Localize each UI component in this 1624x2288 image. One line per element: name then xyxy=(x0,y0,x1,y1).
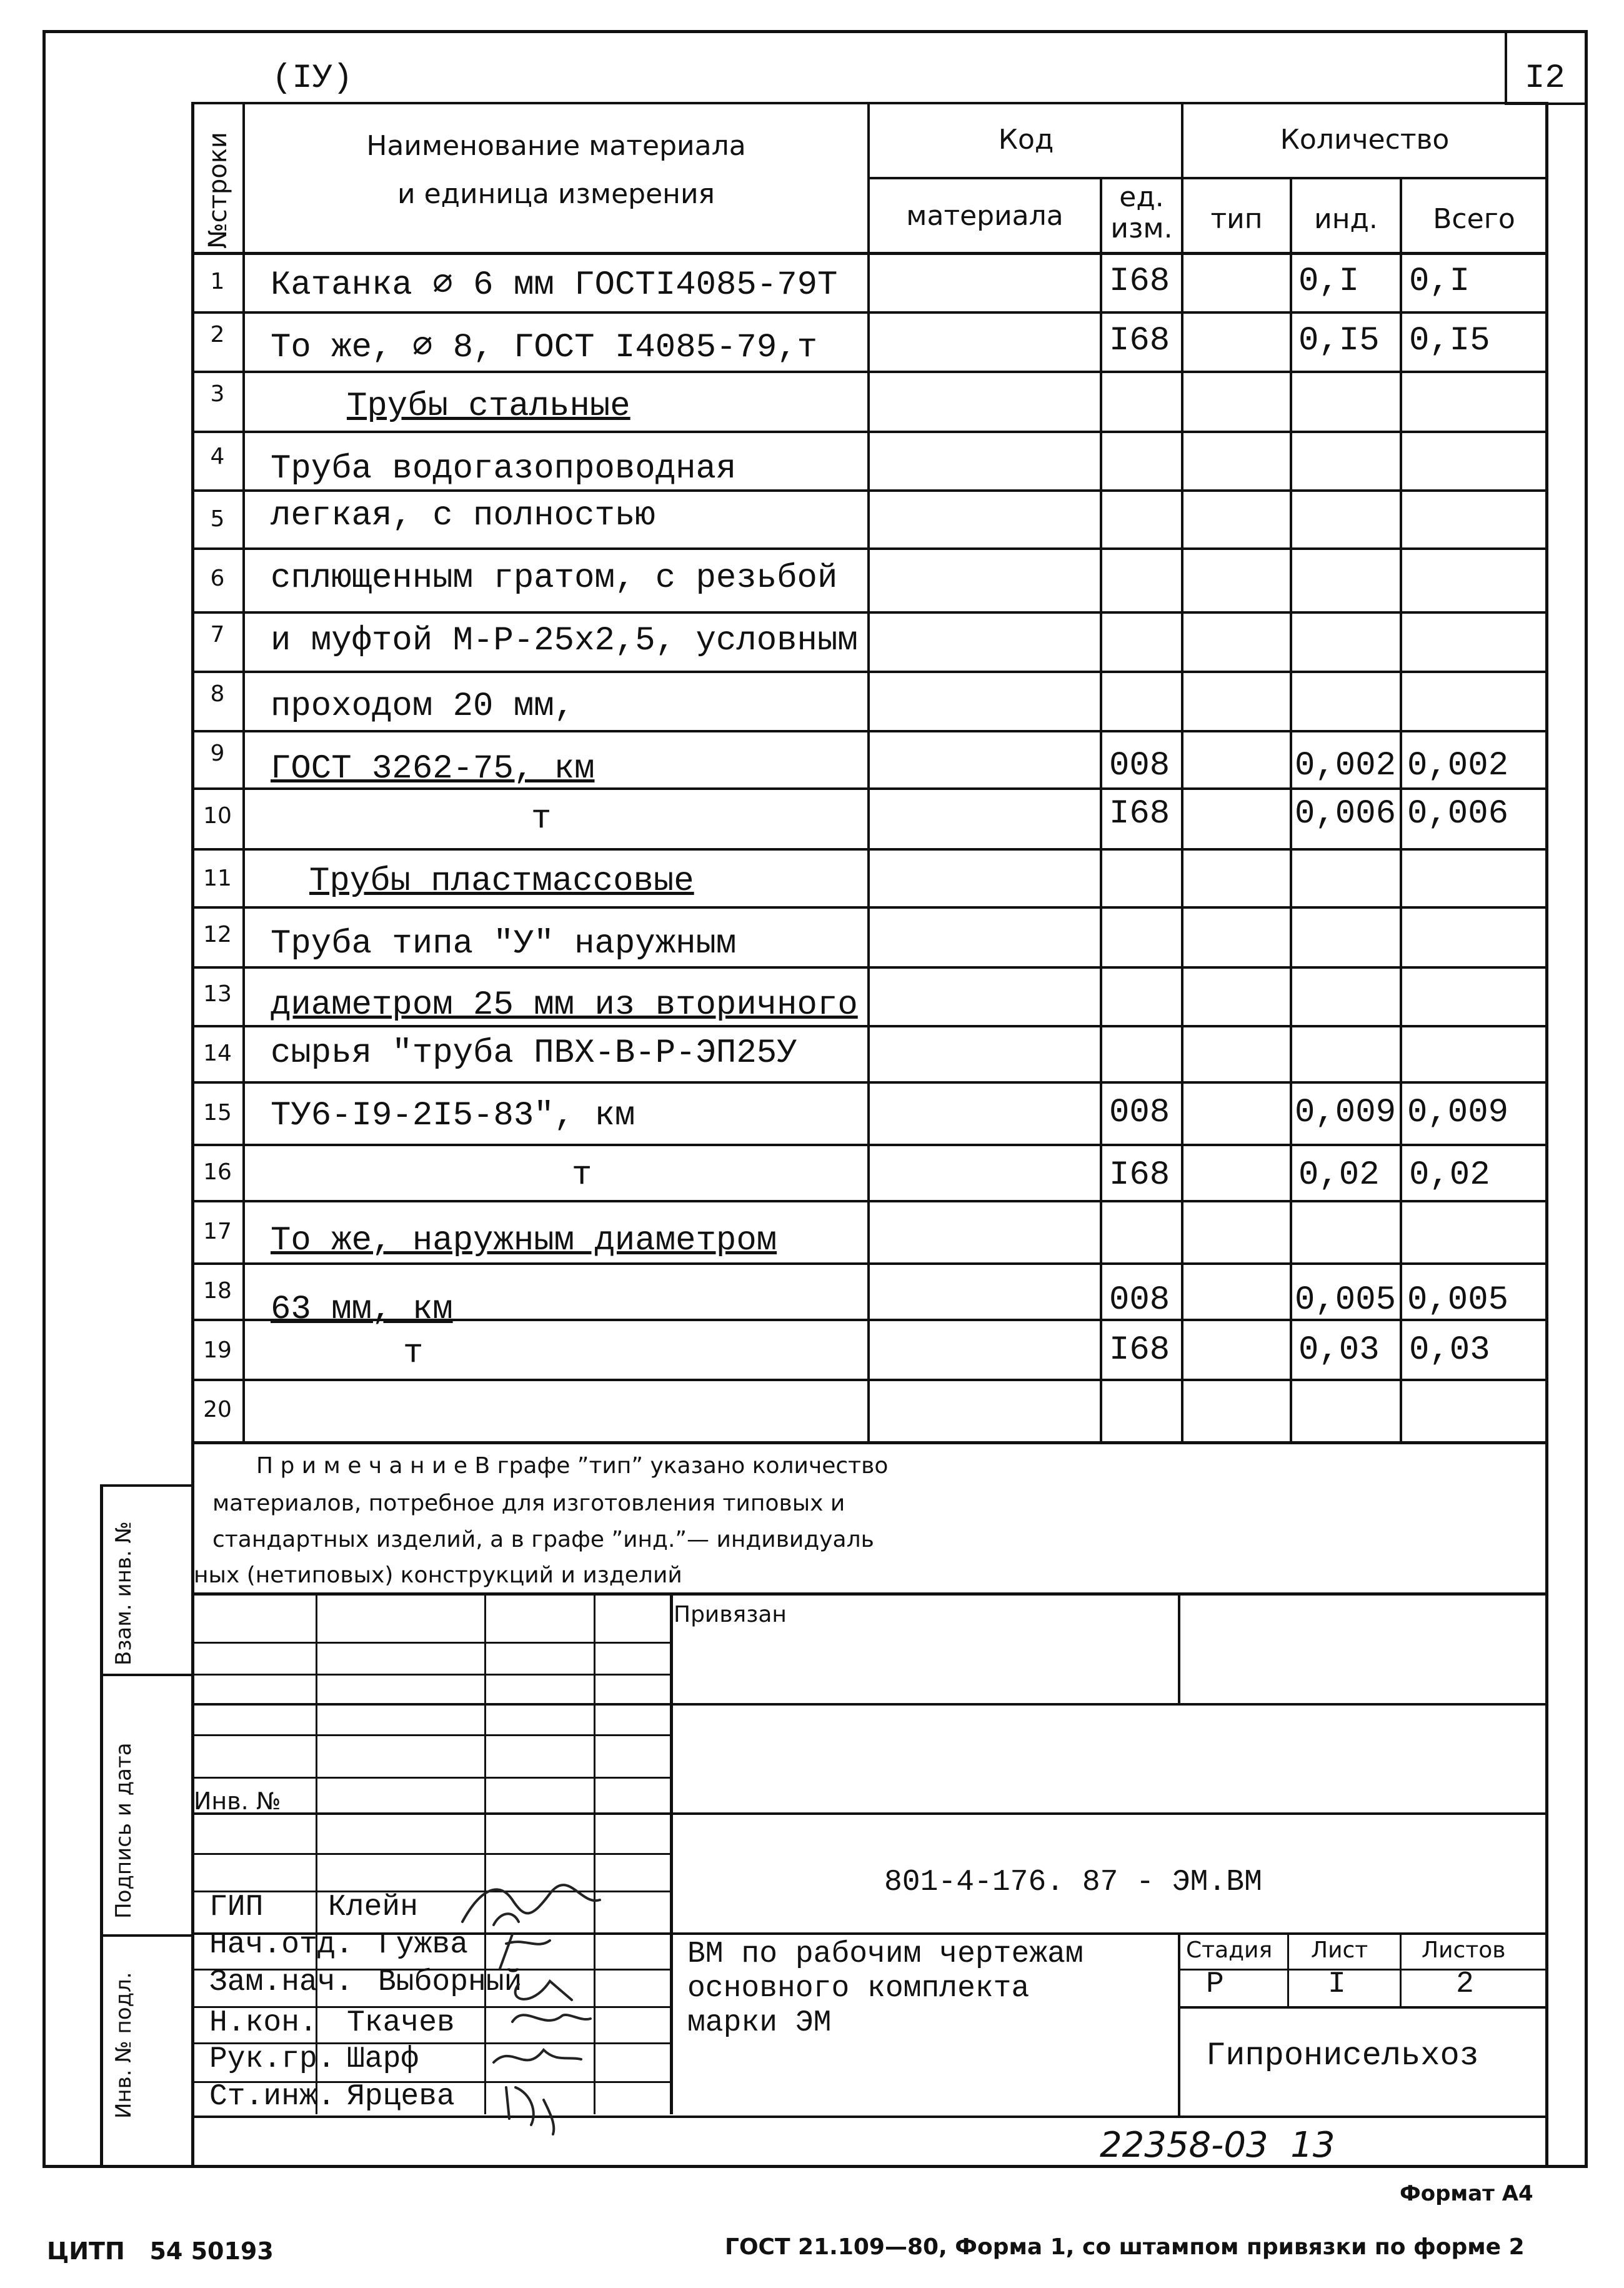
row-number: 8 xyxy=(210,681,225,707)
unit-code: I68 xyxy=(1109,1331,1170,1369)
unit-code: 008 xyxy=(1109,1281,1170,1319)
row-number: 3 xyxy=(210,381,225,407)
title-line: марки ЭМ xyxy=(687,2006,832,2040)
row-number: 9 xyxy=(210,741,225,766)
row-name: сырья "труба ПВХ-В-Р-ЭП25У xyxy=(271,1034,797,1072)
section-heading: Трубы пластмассовые xyxy=(309,862,694,901)
row-name: То же, ∅ 8, ГОСТ I4085-79,т xyxy=(271,329,818,367)
organization-name: Гипронисельхоз xyxy=(1206,2037,1479,2074)
unit-code: I68 xyxy=(1109,795,1170,833)
row-number: 20 xyxy=(203,1397,232,1422)
title-line: ВМ по рабочим чертежам xyxy=(687,1937,1083,1971)
col-header-code-material: материала xyxy=(906,200,1064,232)
side-label-inv-podl: Инв. № подл. xyxy=(111,1972,136,2119)
section-mark: (IУ) xyxy=(272,59,353,97)
qty-ind: 0,I5 xyxy=(1298,322,1380,360)
label-sheets: Листов xyxy=(1422,1937,1506,1963)
col-header-name-1: Наименование материала xyxy=(366,130,746,162)
stage-value: Р xyxy=(1206,1967,1224,2001)
unit-code: I68 xyxy=(1109,322,1170,360)
row-number: 2 xyxy=(210,322,225,347)
person-name: Шарф xyxy=(347,2042,419,2076)
format-label: Формат А4 xyxy=(1400,2181,1533,2206)
person-role: Рук.гр. xyxy=(209,2042,336,2076)
qty-ind: 0,005 xyxy=(1295,1281,1397,1319)
unit-code: 008 xyxy=(1109,1094,1170,1132)
row-number: 7 xyxy=(210,622,225,647)
row-number: 4 xyxy=(210,444,225,469)
qty-ind: 0,009 xyxy=(1295,1094,1397,1132)
side-label-podpis: Подпись и дата xyxy=(111,1742,136,1919)
row-name: и муфтой М-Р-25х2,5, условным xyxy=(271,622,858,660)
row-name: проходом 20 мм, xyxy=(271,687,575,726)
qty-ind: 0,I xyxy=(1298,262,1360,301)
sheet-value: I xyxy=(1328,1967,1346,2001)
row-number: 19 xyxy=(203,1337,232,1363)
row-name: т xyxy=(572,1156,592,1194)
person-name: Клейн xyxy=(328,1891,419,1924)
note-line: стандартных изделий, а в графе ”инд.”— индивидуаль xyxy=(212,1527,874,1552)
person-role: Ст.инж. xyxy=(209,2080,336,2114)
unit-code: I68 xyxy=(1109,1156,1170,1194)
outer-frame-right xyxy=(1585,30,1588,2167)
row-number: 12 xyxy=(203,922,232,947)
col-header-code-unit-1: ед. xyxy=(1119,181,1164,213)
footer-gost: ГОСТ 21.109—80, Форма 1, со штампом привязки по форме 2 xyxy=(725,2234,1525,2260)
person-name: Выборный xyxy=(378,1966,522,1999)
label-inv-no: Инв. № xyxy=(194,1787,281,1815)
row-number: 10 xyxy=(203,803,232,829)
row-number: 1 xyxy=(210,269,225,294)
row-name: т xyxy=(403,1334,424,1372)
col-header-total: Всего xyxy=(1433,203,1515,235)
unit-code: I68 xyxy=(1109,262,1170,301)
col-header-name-2: и единица измерения xyxy=(397,178,715,210)
row-name: Труба водогазопроводная xyxy=(271,450,737,488)
col-header-code: Код xyxy=(998,124,1054,156)
note-line: ных (нетиповых) конструкций и изделий xyxy=(194,1562,682,1588)
row-number: 14 xyxy=(203,1041,232,1066)
title-line: основного комплекта xyxy=(687,1972,1030,2006)
sheets-value: 2 xyxy=(1456,1967,1474,2001)
note-line: материалов, потребное для изготовления типовых и xyxy=(212,1491,845,1516)
unit-code: 008 xyxy=(1109,747,1170,785)
person-role: Зам.нач. xyxy=(209,1966,354,1999)
row-number: 13 xyxy=(203,981,232,1007)
qty-total: 0,I xyxy=(1409,262,1470,301)
row-number: 11 xyxy=(203,866,232,891)
row-name: Труба типа "У" наружным xyxy=(271,925,737,963)
document-code: 801-4-176. 87 - ЭМ.ВМ xyxy=(884,1866,1262,1899)
qty-ind: 0,03 xyxy=(1298,1331,1380,1369)
signature-scribbles xyxy=(456,1875,619,2137)
row-name: сплющенным гратом, с резьбой xyxy=(271,559,838,597)
qty-total: 0,006 xyxy=(1407,795,1509,833)
row-number: 6 xyxy=(210,566,225,591)
footer-left-code: ЦИТП 54 50193 xyxy=(47,2237,274,2265)
col-header-quantity: Количество xyxy=(1280,124,1450,156)
row-name: ГОСТ 3262-75, км xyxy=(271,750,595,788)
person-role: ГИП xyxy=(209,1891,264,1924)
row-name: Катанка ∅ 6 мм ГОСТI4085-79Т xyxy=(271,266,838,304)
row-number: 16 xyxy=(203,1159,232,1185)
outer-frame-top xyxy=(42,30,1587,33)
qty-total: 0,02 xyxy=(1409,1156,1490,1194)
row-number: 5 xyxy=(210,506,225,532)
qty-total: 0,I5 xyxy=(1409,322,1490,360)
person-name: Ткачев xyxy=(347,2006,455,2040)
row-number: 17 xyxy=(203,1219,232,1244)
row-name: ТУ6-I9-2I5-83", км xyxy=(271,1097,635,1135)
col-header-type: тип xyxy=(1210,203,1263,235)
person-name: Гужва xyxy=(378,1928,469,1962)
col-header-code-unit-2: изм. xyxy=(1110,212,1173,244)
side-label-vzam: Взам. инв. № xyxy=(111,1521,136,1666)
qty-ind: 0,002 xyxy=(1295,747,1397,785)
row-name: диаметром 25 мм из вторичного xyxy=(271,986,858,1024)
row-number: 15 xyxy=(203,1100,232,1126)
note-line: П р и м е ч а н и е В графе ”тип” указано количество xyxy=(256,1453,889,1479)
outer-frame-left xyxy=(42,30,46,2167)
label-sheet: Лист xyxy=(1311,1937,1368,1963)
row-name: 63 мм, км xyxy=(271,1291,453,1329)
person-name: Ярцева xyxy=(347,2080,455,2114)
qty-total: 0,005 xyxy=(1407,1281,1509,1319)
outer-frame-bottom xyxy=(42,2165,1588,2168)
qty-total: 0,009 xyxy=(1407,1094,1509,1132)
person-role: Нач.отд. xyxy=(209,1928,354,1962)
row-name: т xyxy=(531,800,552,838)
qty-ind: 0,006 xyxy=(1295,795,1397,833)
qty-total: 0,002 xyxy=(1407,747,1509,785)
col-header-row-number: №строки xyxy=(204,132,232,249)
row-name: легкая, с полностью xyxy=(271,497,655,535)
qty-total: 0,03 xyxy=(1409,1331,1490,1369)
label-privyazan: Привязан xyxy=(674,1602,787,1627)
person-role: Н.кон. xyxy=(209,2006,317,2040)
col-header-ind: инд. xyxy=(1314,203,1378,235)
row-name: То же, наружным диаметром xyxy=(271,1222,777,1260)
section-heading: Трубы стальные xyxy=(347,387,630,426)
row-number: 18 xyxy=(203,1278,232,1304)
handwritten-number: 22358-03 13 xyxy=(1100,2125,1335,2166)
qty-ind: 0,02 xyxy=(1298,1156,1380,1194)
label-stage: Стадия xyxy=(1186,1937,1273,1963)
sheet-number: I2 xyxy=(1525,59,1565,97)
